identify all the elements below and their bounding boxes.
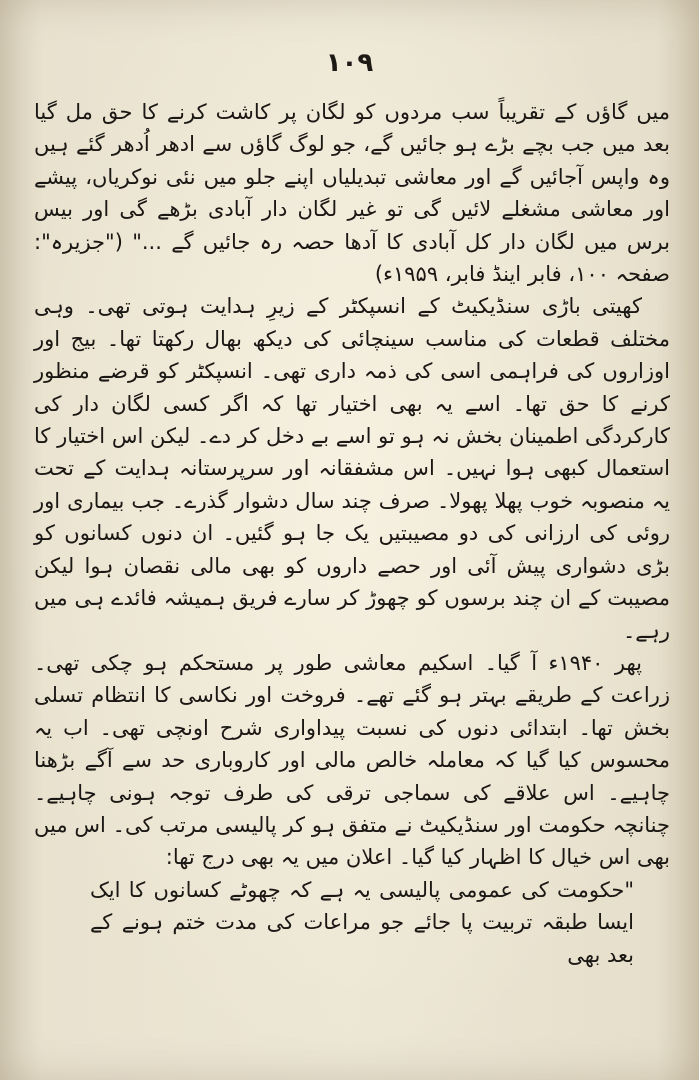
page-number: ۱۰۹ xyxy=(325,48,374,78)
page-body xyxy=(34,96,670,971)
paragraph-syndicate: کھیتی باڑی سنڈیکیٹ کے انسپکٹر کے زیرِ ہدایت ہوتی تھی۔ وہی مختلف قطعات کی مناسب سینچائی کی دیکھ بھال رکھتا تھا۔ بیج اور اوزاروں کی فراہمی اسی کی ذمہ داری تھی۔ انسپکٹر کو قرضے منظور کرنے کا حق تھا۔ اسے یہ بھی اختیار تھا کہ اگر کسی لگان دار کی کارکردگی اطمینان بخش نہ ہو تو اسے بے دخل کر دے۔ لیکن اس اختیار کا استعمال کبھی ہوا نہیں۔ اس مشفقانہ اور سرپرستانہ ہدایت کے تحت یہ منصوبہ خوب پھلا پھولا۔ صرف چند سال دشوار گذرے۔ جب بیماری اور روئی کی ارزانی کی دو مصیبتیں یک جا ہو گئیں۔ ان دنوں کسانوں کو بڑی دشواری پیش آئی اور حصے داروں کو بھی مالی نقصان ہوا لیکن مصیبت کے ان چند برسوں کو چھوڑ کر سارے فریق ہمیشہ فائدے ہی میں رہے۔ xyxy=(34,294,670,643)
paragraph-quote-end: میں گاؤں کے تقریباً سب مردوں کو لگان پر کاشت کرنے کا حق مل گیا بعد میں جب بچے بڑے ہو جائیں گے، جو لوگ گاؤں سے ادھر اُدھر گئے ہیں وہ واپس آجائیں گے اور معاشی تبدیلیاں اپنے جلو میں نئی نوکریاں، پیشے اور معاشی مشغلے لائیں گی تو غیر لگان دار آبادی بڑھے گی اور بیس برس میں لگان دار کل آبادی کا آدھا حصہ رہ جائیں گے ..." ("جزیرہ": صفحہ ۱۰۰، فابر اینڈ فابر، ۱۹۵۹ء) xyxy=(34,100,670,287)
paragraph-1940: پھر ۱۹۴۰ء آ گیا۔ اسکیم معاشی طور پر مستحکم ہو چکی تھی۔ زراعت کے طریقے بہتر ہو گئے تھے۔ فروخت اور نکاسی کا انتظام تسلی بخش تھا۔ ابتدائی دنوں کی نسبت پیداواری شرح اونچی تھی۔ اب یہ محسوس کیا گیا کہ معاملہ خالص مالی اور کاروباری حد سے آگے بڑھنا چاہیے۔ اس علاقے کی سماجی ترقی کی طرف توجہ ہونی چاہیے۔ چنانچہ حکومت اور سنڈیکیٹ نے متفق ہو کر پالیسی مرتب کی۔ اس میں بھی اس خیال کا اظہار کیا گیا۔ اعلان میں یہ بھی درج تھا: xyxy=(34,650,670,870)
paragraph-policy-quote: "حکومت کی عمومی پالیسی یہ ہے کہ چھوٹے کسانوں کا ایک ایسا طبقہ تربیت پا جائے جو مراعات کی مدت ختم ہونے کے بعد بھی xyxy=(90,877,634,967)
